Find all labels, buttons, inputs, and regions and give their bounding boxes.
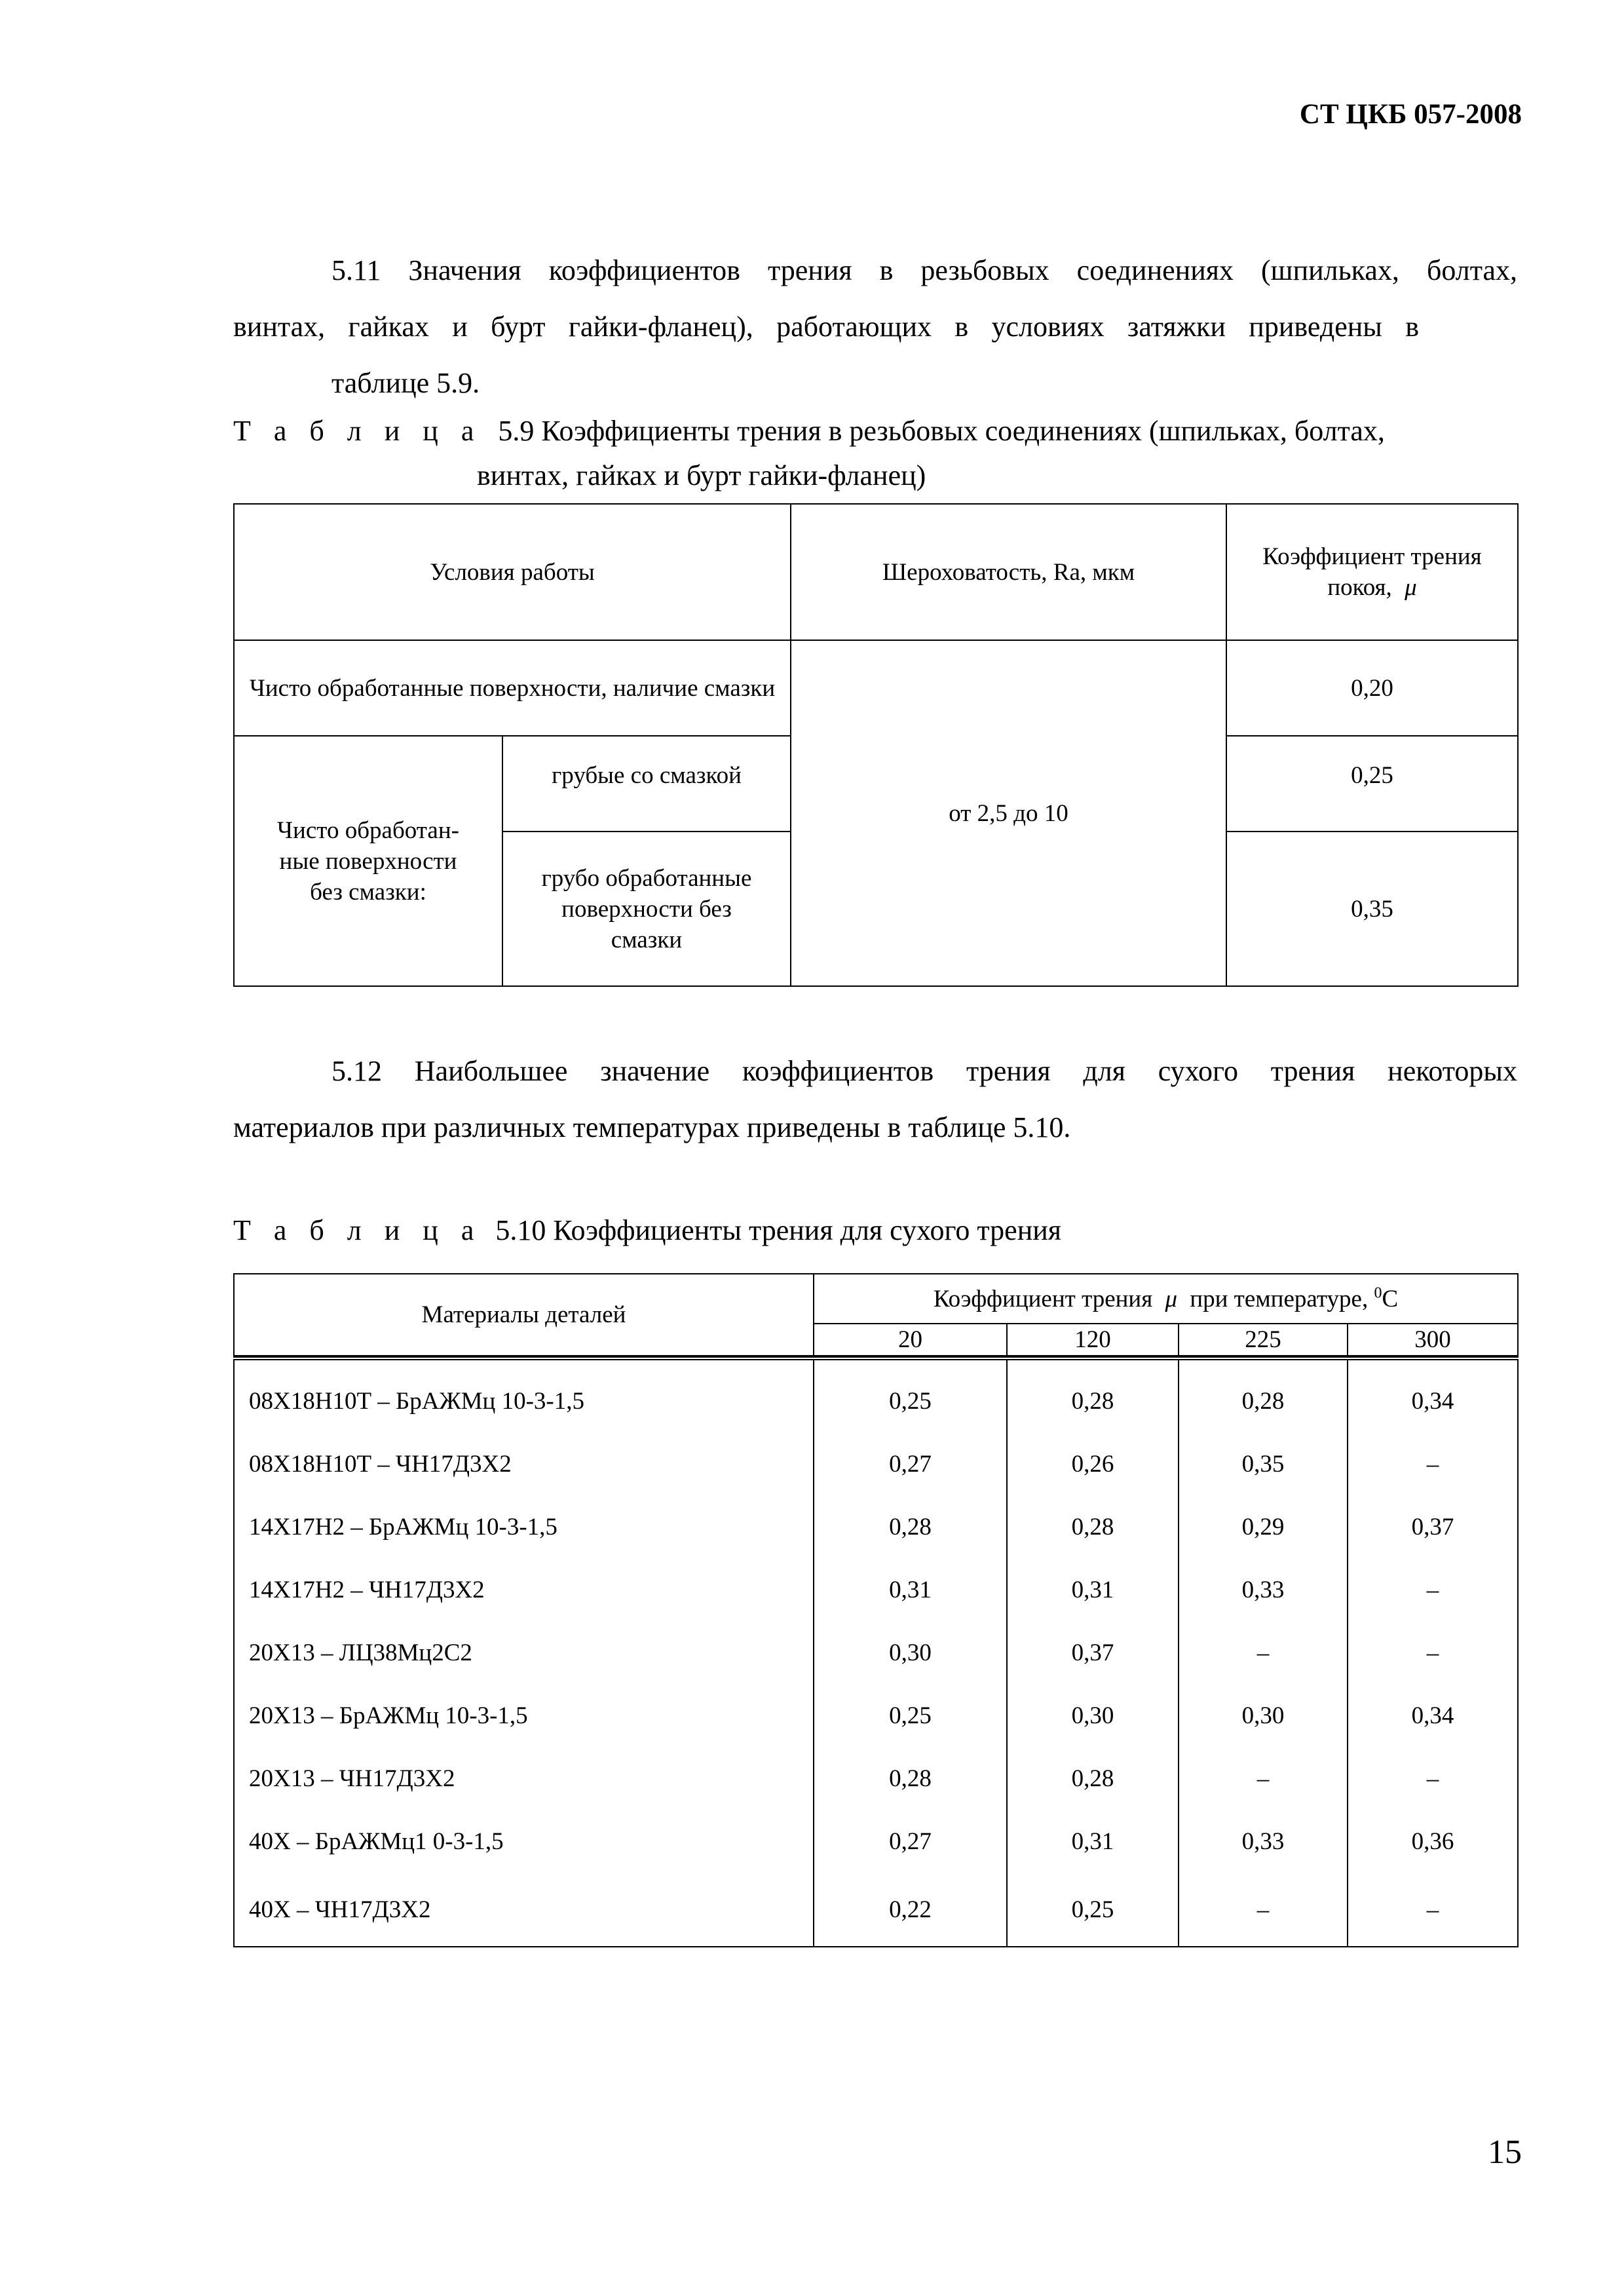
roughness-value: от 2,5 до 10	[791, 640, 1226, 986]
header-roughness: Шероховатость, Ra, мкм	[791, 504, 1226, 640]
material-cell: 20Х13 – БрАЖМц 10-3-1,5	[234, 1684, 814, 1747]
row-clean-dry-group: Чисто обработан-ные поверхности без смазки:	[234, 736, 502, 986]
table-row	[234, 1558, 1518, 1621]
value-cell: 0,22	[814, 1873, 1007, 1947]
table-row	[234, 1873, 1518, 1947]
header-temp-text: при температуре,	[1190, 1285, 1369, 1312]
table-row	[234, 1810, 1518, 1873]
value-cell: –	[1179, 1873, 1348, 1947]
value-cell: 0,31	[1007, 1810, 1179, 1873]
material-cell: 40Х – БрАЖМц1 0-3-1,5	[234, 1810, 814, 1873]
paragraph-line: материалов при различных температурах приведены в таблице 5.10.	[233, 1111, 1071, 1143]
value-cell: 0,36	[1348, 1810, 1518, 1873]
material-cell: 14Х17Н2 – БрАЖМц 10-3-1,5	[234, 1495, 814, 1558]
value-cell: 0,37	[1007, 1621, 1179, 1684]
value-cell: 0,35	[1179, 1432, 1348, 1495]
row-clean-lubricated: Чисто обработанные поверхности, наличие смазки	[234, 640, 791, 736]
header-coef-text: Коэффициент трения	[933, 1285, 1153, 1312]
document-code: СТ ЦКБ 057-2008	[1299, 99, 1522, 130]
table-row	[234, 1432, 1518, 1495]
value-cell: 0,30	[814, 1621, 1007, 1684]
header-coef-line1: Коэффициент трения	[1262, 543, 1482, 570]
table-row	[234, 1684, 1518, 1747]
caption-label: Т а б л и ц а	[233, 415, 482, 447]
header-coefficient	[1226, 504, 1518, 640]
value-cell: 0,31	[1007, 1558, 1179, 1621]
value-cell: 0,34	[1348, 1358, 1518, 1432]
material-cell: 20Х13 – ЧН17Д3Х2	[234, 1747, 814, 1810]
value-cell: –	[1348, 1873, 1518, 1947]
table-5-9-caption-cont: винтах, гайках и бурт гайки-фланец)	[477, 459, 926, 491]
caption-label: Т а б л и ц а	[233, 1214, 482, 1246]
temp-header: 225	[1179, 1324, 1348, 1356]
value-cell: 0,25	[1007, 1873, 1179, 1947]
value-cell: 0,27	[814, 1432, 1007, 1495]
temp-header: 300	[1348, 1324, 1518, 1356]
table-row	[234, 1358, 1518, 1432]
value-cell: 0,33	[1179, 1558, 1348, 1621]
material-cell: 08Х18Н10Т – БрАЖМц 10-3-1,5	[234, 1358, 814, 1432]
row-rough-lubricated: грубые со смазкой	[502, 736, 791, 832]
value-cell: 0,28	[1007, 1495, 1179, 1558]
value-cell: 0,31	[814, 1558, 1007, 1621]
value-cell: –	[1348, 1621, 1518, 1684]
table-5-9-caption	[233, 414, 1385, 448]
value-cell: –	[1348, 1432, 1518, 1495]
value-cell: 0,29	[1179, 1495, 1348, 1558]
coef-cell: 0,25	[1226, 736, 1518, 832]
table-5-10-caption	[233, 1214, 1061, 1247]
dry-friction-table	[233, 1273, 1519, 1947]
table-row	[234, 1495, 1518, 1558]
value-cell: 0,28	[1007, 1747, 1179, 1810]
page-number: 15	[1488, 2133, 1522, 2171]
coef-cell: 0,35	[1226, 832, 1518, 986]
paragraph-line: винтах, гайках и бурт гайки-фланец), работающих в условиях затяжки приведены в	[233, 311, 1419, 343]
value-cell: 0,28	[1179, 1358, 1348, 1432]
mu-symbol: μ	[1165, 1285, 1178, 1312]
header-conditions: Условия работы	[234, 504, 791, 640]
table-row	[234, 1621, 1518, 1684]
value-cell: –	[1348, 1558, 1518, 1621]
value-cell: 0,30	[1179, 1684, 1348, 1747]
paragraph-line: 5.12 Наибольшее значение коэффициентов трения для сухого трения некоторых	[331, 1055, 1517, 1087]
header-coefficient	[814, 1274, 1518, 1324]
temp-header: 20	[814, 1324, 1007, 1356]
material-cell: 08Х18Н10Т – ЧН17Д3Х2	[234, 1432, 814, 1495]
material-cell: 40Х – ЧН17Д3Х2	[234, 1873, 814, 1947]
row-rough-dry: грубо обработанные поверхности без смазки	[502, 832, 791, 986]
mu-symbol: μ	[1405, 574, 1417, 601]
table-row	[234, 1747, 1518, 1810]
friction-threaded-table	[233, 503, 1519, 987]
coef-cell: 0,20	[1226, 640, 1518, 736]
material-cell: 14Х17Н2 – ЧН17Д3Х2	[234, 1558, 814, 1621]
temp-header: 120	[1007, 1324, 1179, 1356]
caption-text: 5.9 Коэффициенты трения в резьбовых соединениях (шпильках, болтах,	[498, 415, 1385, 447]
value-cell: 0,30	[1007, 1684, 1179, 1747]
value-cell: 0,26	[1007, 1432, 1179, 1495]
value-cell: 0,37	[1348, 1495, 1518, 1558]
paragraph-line: таблице 5.9.	[331, 367, 480, 399]
material-cell: 20Х13 – ЛЦ38Мц2С2	[234, 1621, 814, 1684]
value-cell: 0,33	[1179, 1810, 1348, 1873]
value-cell: 0,28	[1007, 1358, 1179, 1432]
caption-text: 5.10 Коэффициенты трения для сухого трения	[495, 1214, 1062, 1246]
value-cell: 0,28	[814, 1747, 1007, 1810]
value-cell: 0,27	[814, 1810, 1007, 1873]
value-cell: –	[1348, 1747, 1518, 1810]
value-cell: 0,28	[814, 1495, 1007, 1558]
value-cell: 0,34	[1348, 1684, 1518, 1747]
value-cell: 0,25	[814, 1358, 1007, 1432]
degree-unit: С	[1382, 1285, 1399, 1312]
paragraph-line: 5.11 Значения коэффициентов трения в резьбовых соединениях (шпильках, болтах,	[331, 254, 1517, 286]
value-cell: –	[1179, 1747, 1348, 1810]
value-cell: 0,25	[814, 1684, 1007, 1747]
value-cell: –	[1179, 1621, 1348, 1684]
table-body	[234, 1358, 1518, 1947]
header-materials: Материалы деталей	[234, 1274, 814, 1356]
degree-sup: 0	[1374, 1284, 1382, 1302]
header-coef-line2: покоя,	[1327, 574, 1392, 601]
